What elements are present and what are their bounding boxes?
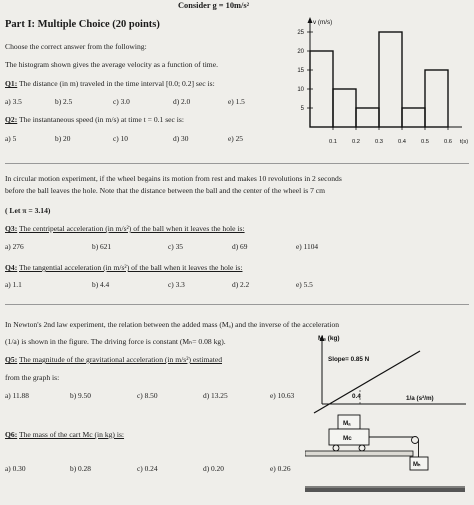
q5-label: Q5: (5, 355, 18, 364)
q4-option-b[interactable]: b) 4.4 (92, 280, 110, 289)
hist-xtick-label: 0.1 (328, 139, 338, 145)
q2-option-e[interactable]: e) 25 (228, 134, 243, 143)
q2-option-d[interactable]: d) 30 (173, 134, 189, 143)
consider-note: Consider g = 10m/s² (178, 1, 250, 10)
q1-option-c[interactable]: c) 3.0 (113, 97, 130, 106)
velocity-histogram (270, 10, 470, 150)
cart-apparatus (305, 413, 470, 503)
q6-label: Q6: (5, 430, 18, 439)
q4-option-c[interactable]: c) 3.3 (168, 280, 185, 289)
q2-option-b[interactable]: b) 20 (55, 134, 71, 143)
q4-option-a[interactable]: a) 1.1 (5, 280, 22, 289)
hist-bar-0.3-0.4 (379, 32, 402, 127)
q1-label: Q1: (5, 79, 18, 88)
newton-intro-1: In Newton's 2nd law experiment, the relation between the added mass (Mₐ) and the inverse of the acceleration (5, 320, 340, 329)
hist-ytick-label: 25 (297, 30, 304, 37)
q2-text: The instantaneous speed (in m/s) at time t = 0.1 sec is: (19, 115, 184, 124)
section-divider-1 (5, 163, 469, 164)
hanging-mass-label: Mₕ (413, 462, 421, 468)
q3-option-e[interactable]: e) 1104 (296, 242, 319, 251)
q6-option-a[interactable]: a) 0.30 (5, 464, 26, 473)
hist-xtick-label: 0.5 (420, 139, 430, 145)
hist-bar-0.5-0.6 (425, 70, 448, 127)
track (305, 451, 413, 456)
cart-wheel-left (333, 445, 339, 451)
hist-bar-0.0-0.1 (310, 51, 333, 127)
graph2-x-marker: 0.4 (352, 393, 361, 400)
hist-ytick-label: 15 (297, 68, 304, 75)
q3-option-b[interactable]: b) 621 (92, 242, 112, 251)
mass-vs-inverse-acceleration-graph (308, 332, 470, 414)
q4-option-e[interactable]: e) 5.5 (296, 280, 313, 289)
circular-intro-2: before the ball leaves the hole. Note that the distance between the ball and the center of the wheel is 7 cm (5, 186, 326, 195)
hist-ytick-label: 10 (297, 87, 304, 94)
hist-xtick-label: 0.3 (374, 139, 384, 145)
q5-text: The magnitude of the gravitational acceleration (in m/s²) estimated (19, 355, 223, 364)
graph2-ylabel: Mₐ (kg) (318, 335, 340, 342)
q1-option-b[interactable]: b) 2.5 (55, 97, 73, 106)
hist-ytick-label: 20 (297, 49, 304, 56)
question-3 (5, 224, 245, 233)
question-4 (5, 263, 242, 272)
q5-option-b[interactable]: b) 9.50 (70, 391, 91, 400)
floor-hatch (305, 488, 465, 492)
pulley (412, 437, 419, 444)
q3-label: Q3: (5, 224, 18, 233)
q1-option-e[interactable]: e) 1.5 (228, 97, 245, 106)
pi-note: ( Let π = 3.14) (5, 206, 51, 215)
added-mass-label: Mₐ (343, 420, 351, 427)
q1-text: The distance (in m) traveled in the time interval [0.0; 0.2] sec is: (19, 79, 215, 88)
q1-option-a[interactable]: a) 3.5 (5, 97, 22, 106)
question-6 (5, 430, 124, 439)
question-2 (5, 115, 184, 124)
part-title: Part I: Multiple Choice (20 points) (5, 19, 160, 30)
instruction-text: Choose the correct answer from the following: (5, 42, 147, 51)
histogram-note: The histogram shown gives the average velocity as a function of time. (5, 60, 218, 69)
graph2-xlabel: 1/a (s²/m) (406, 395, 434, 402)
section-divider-2 (5, 304, 469, 305)
graph2-slope-label: Slope= 0.85 N (328, 356, 370, 363)
circular-intro-1: In circular motion experiment, if the wheel begains its motion from rest and makes 10 revolutions in 2 seconds (5, 174, 342, 183)
cart-wheel-right (359, 445, 365, 451)
q2-option-a[interactable]: a) 5 (5, 134, 17, 143)
newton-intro-2: (1/a) is shown in the figure. The driving force is constant (Mₕ= 0.08 kg). (5, 337, 226, 346)
hist-bar-0.1-0.2 (333, 89, 356, 127)
q2-label: Q2: (5, 115, 18, 124)
q5-option-c[interactable]: c) 8.50 (137, 391, 158, 400)
hist-bar-0.4-0.5 (402, 108, 425, 127)
hist-xtick-label: 0.6 (443, 139, 453, 145)
q5-option-d[interactable]: d) 13.25 (203, 391, 228, 400)
hist-ytick-label: 5 (300, 106, 304, 113)
q3-option-c[interactable]: c) 35 (168, 242, 183, 251)
q6-option-d[interactable]: d) 0.20 (203, 464, 224, 473)
q4-text: The tangential acceleration (in m/s²) of the ball when it leaves the hole is: (19, 263, 243, 272)
q1-option-d[interactable]: d) 2.0 (173, 97, 191, 106)
q3-option-d[interactable]: d) 69 (232, 242, 248, 251)
q4-label: Q4: (5, 263, 18, 272)
q4-option-d[interactable]: d) 2.2 (232, 280, 250, 289)
q5-option-e[interactable]: e) 10.63 (270, 391, 295, 400)
hist-bar-0.2-0.3 (356, 108, 379, 127)
question-1 (5, 79, 215, 88)
q5-text-continued: from the graph is: (5, 373, 60, 382)
q6-option-e[interactable]: e) 0.26 (270, 464, 291, 473)
q3-option-a[interactable]: a) 276 (5, 242, 24, 251)
hist-ylabel: v (m/s) (313, 19, 333, 26)
q5-option-a[interactable]: a) 11.88 (5, 391, 29, 400)
question-5 (5, 355, 222, 364)
q6-option-c[interactable]: c) 0.24 (137, 464, 158, 473)
q6-option-b[interactable]: b) 0.28 (70, 464, 91, 473)
hist-xtick-label: 0.4 (397, 139, 407, 145)
cart-label: Mc (343, 435, 352, 442)
hist-y-arrow (308, 17, 313, 23)
hist-xlabel: t(s) (459, 139, 469, 145)
q6-text: The mass of the cart Mc (in kg) is: (19, 430, 125, 439)
hist-xtick-label: 0.2 (351, 139, 361, 145)
q2-option-c[interactable]: c) 10 (113, 134, 128, 143)
q3-text: The centripetal acceleration (in m/s²) of the ball when it leaves the hole is: (19, 224, 245, 233)
